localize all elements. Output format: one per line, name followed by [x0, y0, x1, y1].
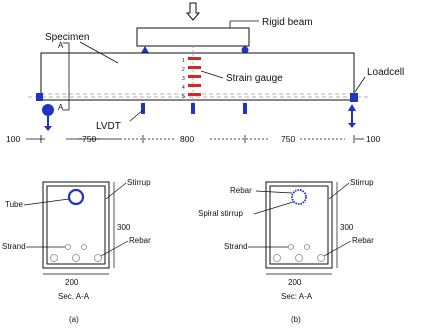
down-arrow-icon: [187, 3, 199, 20]
section-a: [2, 178, 151, 324]
dim-shear-span-right: 750: [281, 134, 296, 144]
strain-gauge-1: [188, 57, 201, 60]
section-a-label: (a): [69, 315, 79, 324]
loadcell-left: [36, 93, 43, 101]
section-b-strand-label: Strand: [224, 242, 248, 251]
dim-overhang-right: 100: [366, 134, 381, 144]
section-mark-bottom: A: [58, 103, 64, 112]
lvdts: [141, 103, 247, 114]
section-a-height: 300: [117, 223, 131, 232]
section-b-height: 300: [340, 223, 354, 232]
strain-gauge-4: [188, 84, 201, 87]
rigid-beam-label: Rigid beam: [262, 17, 313, 28]
section-b-stirrup-label: Stirrup: [350, 178, 374, 187]
strain-gauge-3: [188, 75, 201, 78]
loading-point-left: [141, 46, 149, 53]
section-a-stirrup-label: Stirrup: [127, 178, 151, 187]
loading-point-right: [242, 47, 249, 54]
rigid-beam: [137, 28, 249, 46]
span-dimensions: [6, 134, 380, 144]
gauge-number-5: 5: [182, 94, 185, 100]
support-right: [348, 104, 356, 128]
gauge-number-1: 1: [182, 58, 185, 64]
gauge-number-4: 4: [182, 85, 185, 91]
dim-overhang-left: 100: [6, 134, 21, 144]
section-a-strand-label: Strand: [2, 242, 26, 251]
section-a-caption: Sec. A-A: [58, 292, 90, 301]
section-b-rebar-label: Rebar: [230, 186, 252, 195]
section-a-rebar-label: Rebar: [129, 236, 151, 245]
gauge-number-3: 3: [182, 76, 185, 82]
section-mark-top: A: [58, 41, 64, 50]
section-b-rebar2-label: Rebar: [352, 236, 374, 245]
support-left: [42, 104, 54, 131]
lvdt-3: [243, 103, 247, 114]
loadcell-label: Loadcell: [367, 67, 405, 78]
section-b: [198, 178, 374, 324]
gauge-number-2: 2: [182, 67, 185, 73]
section-a-tube-label: Tube: [5, 200, 23, 209]
dim-shear-span-left: 750: [82, 134, 97, 144]
section-b-spiral-label: Spiral stirrup: [198, 209, 243, 218]
lvdt-2: [191, 103, 195, 114]
specimen-label: Specimen: [45, 32, 90, 43]
section-b-label: (b): [291, 315, 301, 324]
loadcell-right: [350, 93, 358, 102]
section-b-caption: Sec: A-A: [281, 292, 313, 301]
strain-gauge-5: [188, 93, 201, 96]
strain-gauge-2: [188, 66, 201, 69]
dim-constant-moment: 800: [180, 134, 195, 144]
section-b-width: 200: [288, 278, 302, 287]
section-a-width: 200: [65, 278, 79, 287]
beam-elevation: [6, 3, 404, 144]
lvdt-label: LVDT: [96, 121, 121, 132]
lvdt-1: [141, 103, 145, 114]
strain-gauge-label: Strain gauge: [226, 73, 283, 84]
